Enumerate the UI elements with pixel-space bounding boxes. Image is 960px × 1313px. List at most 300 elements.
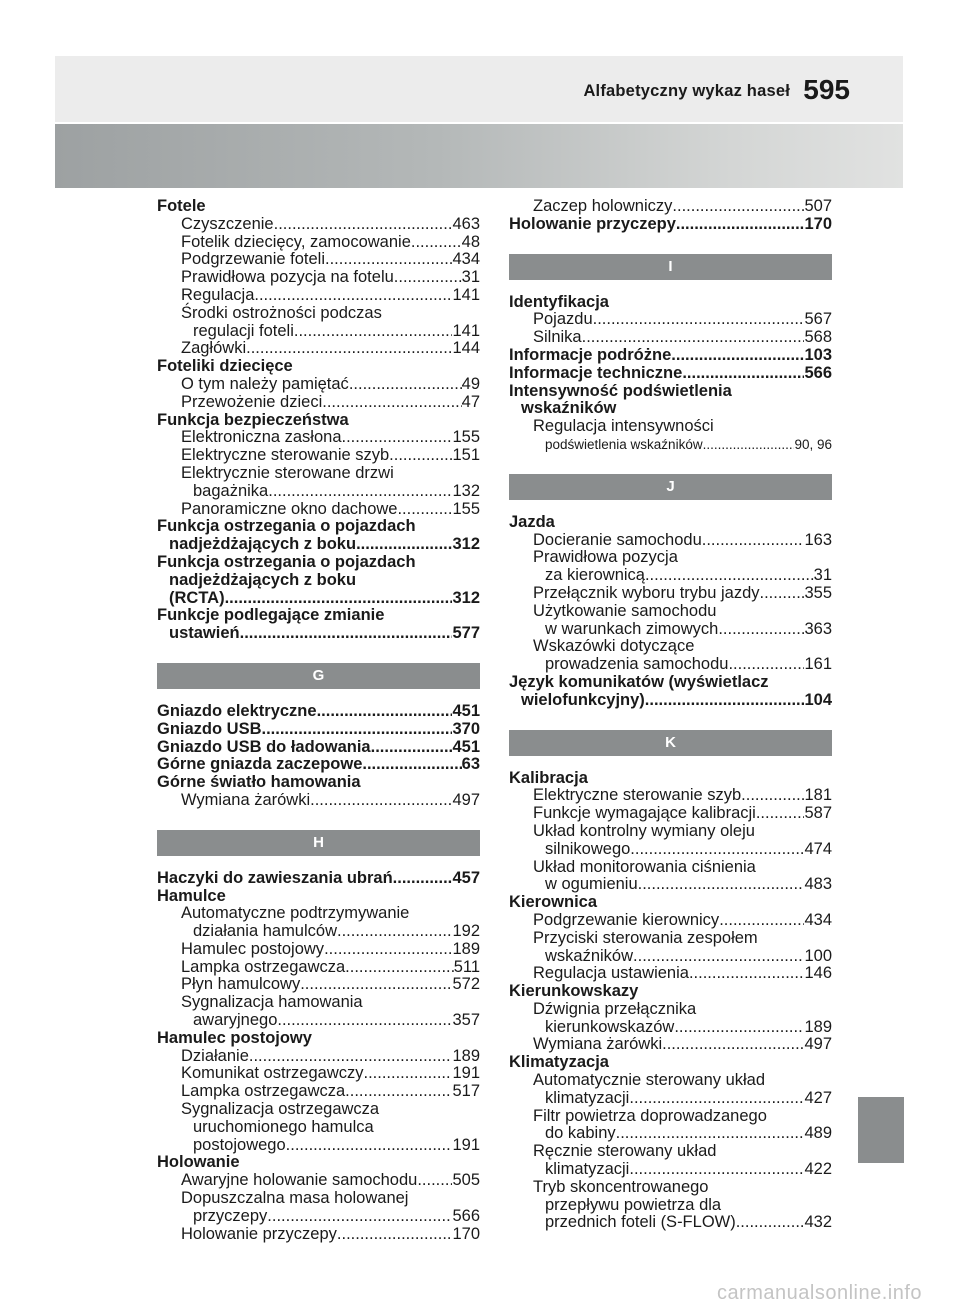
page-reference: 192: [452, 923, 480, 941]
entry-text: Funkcja ostrzegania o pojazdach: [157, 552, 416, 571]
dot-leader: [593, 311, 805, 329]
dot-leader: [267, 1208, 452, 1226]
dot-leader: [268, 483, 452, 501]
dot-leader: [741, 787, 804, 805]
index-subentry: [157, 251, 480, 269]
index-subentry: [509, 912, 832, 930]
dot-leader: [337, 1226, 453, 1244]
dot-leader: [676, 216, 805, 234]
entry-text: Podgrzewanie kierownicy: [533, 911, 720, 929]
index-subentry: [157, 941, 480, 959]
entry-text: nadjeżdżających z boku: [169, 570, 357, 589]
dot-leader: [325, 251, 452, 269]
index-entry: [509, 365, 832, 383]
entry-text: Pojazdu: [533, 311, 593, 329]
index-subentry: [157, 923, 480, 941]
dot-leader: [362, 756, 461, 774]
index-entry: [509, 347, 832, 365]
entry-text: Wymiana żarówki: [533, 1036, 663, 1054]
index-entry: [157, 590, 480, 608]
index-subentry: [157, 501, 480, 519]
entry-text: silnikowego: [545, 840, 631, 858]
entry-text: Automatycznie sterowany układ: [533, 1071, 766, 1090]
dot-leader: [718, 621, 804, 639]
page-reference: 132: [452, 482, 480, 500]
page-reference: 587: [804, 805, 832, 823]
entry-text: Panoramiczne okno dachowe: [181, 500, 398, 518]
index-entry: [157, 721, 480, 739]
index-subentry: [509, 329, 832, 347]
entry-text: Funkcja bezpieczeństwa: [157, 410, 349, 429]
entry-text: Hamulec postojowy: [157, 1028, 312, 1047]
index-entry: [157, 198, 480, 216]
page-reference: 151: [452, 447, 480, 465]
page-reference: 511: [453, 958, 480, 976]
entry-text: Wskazówki dotyczące: [533, 637, 695, 656]
index-entry: [509, 1054, 832, 1072]
dot-leader: [633, 948, 804, 966]
index-subentry: [509, 198, 832, 216]
dot-leader: [310, 792, 452, 810]
dot-leader: [674, 1019, 804, 1037]
chapter-tab: [858, 1097, 904, 1163]
entry-text: Funkcje wymagające kalibracji: [533, 805, 756, 823]
dot-leader: [702, 532, 805, 550]
index-subentry: [157, 465, 480, 483]
entry-text: Lampka ostrzegawcza: [181, 958, 346, 976]
dot-leader: [616, 1125, 805, 1143]
dot-leader: [629, 1161, 804, 1179]
dot-leader: [246, 340, 452, 358]
entry-text: Dźwignia przełącznika: [533, 999, 697, 1018]
entry-text: Przełącznik wyboru trybu jazdy: [533, 584, 760, 602]
index-subentry: [509, 1143, 832, 1161]
entry-text: Ręcznie sterowany układ: [533, 1142, 717, 1161]
entry-text: regulacji foteli: [193, 322, 294, 340]
entry-text: Przewożenie dzieci: [181, 393, 323, 411]
page-reference: 312: [452, 536, 480, 554]
entry-text: Holowanie przyczepy: [181, 1225, 337, 1243]
entry-text: w ogumieniu: [545, 876, 638, 894]
dot-leader: [703, 436, 795, 454]
index-subentry: [509, 1179, 832, 1197]
entry-text: Zagłówki: [181, 340, 247, 358]
index-subentry: [157, 287, 480, 305]
page-reference: 451: [452, 738, 480, 756]
entry-text: Identyfikacja: [509, 292, 609, 311]
dot-leader: [629, 1090, 804, 1108]
dot-leader: [345, 959, 454, 977]
index-subentry: [509, 638, 832, 656]
entry-text: Sygnalizacja hamowania: [181, 993, 363, 1012]
index-subentry: [509, 603, 832, 621]
entry-text: Filtr powietrza doprowadzanego: [533, 1106, 767, 1125]
dot-leader: [225, 590, 453, 608]
entry-text: Górne światło hamowania: [157, 773, 361, 792]
page-reference: 463: [452, 215, 480, 233]
page-reference: 144: [452, 340, 480, 358]
entry-text: Górne gniazda zaczepowe: [157, 756, 363, 774]
page-reference: 103: [804, 346, 832, 364]
index-entry: [157, 774, 480, 792]
index-subentry: [157, 792, 480, 810]
index-subentry: [509, 549, 832, 567]
page-reference: 31: [461, 269, 480, 287]
page-reference: 427: [804, 1089, 832, 1107]
index-subentry: [157, 1190, 480, 1208]
entry-text: kierunkowskazów: [545, 1018, 675, 1036]
index-entry: [157, 756, 480, 774]
page-reference: 155: [452, 500, 480, 518]
dot-leader: [719, 912, 804, 930]
page-reference: 355: [804, 584, 832, 602]
watermark: carmanualsonline.info: [716, 1282, 922, 1304]
index-entry: [509, 692, 832, 710]
index-subentry: [509, 436, 832, 454]
entry-text: Regulacja intensywności: [533, 417, 714, 436]
index-entry: [509, 400, 832, 418]
dot-leader: [671, 347, 804, 365]
dot-leader: [324, 941, 452, 959]
page-reference: 457: [452, 869, 480, 887]
page-reference: 155: [452, 429, 480, 447]
page-reference: 141: [452, 286, 480, 304]
page-reference: 181: [804, 787, 832, 805]
index-entry: [509, 216, 832, 234]
dot-leader: [645, 567, 814, 585]
entry-text: Elektryczne sterowanie szyb: [533, 787, 742, 805]
dot-leader: [371, 739, 453, 757]
entry-text: Funkcja ostrzegania o pojazdach: [157, 517, 416, 536]
index-entry: [157, 703, 480, 721]
entry-text: Komunikat ostrzegawczy: [181, 1065, 364, 1083]
index-subentry: [157, 305, 480, 323]
entry-text: przyczepy: [193, 1207, 268, 1225]
index-entry: [157, 625, 480, 643]
index-subentry: [157, 1119, 480, 1137]
index-subentry: [157, 905, 480, 923]
entry-text: klimatyzacji: [545, 1089, 630, 1107]
entry-text: uruchomionego hamulca: [193, 1117, 374, 1136]
page-reference: 568: [804, 329, 832, 347]
dot-leader: [756, 805, 805, 823]
dot-leader: [630, 841, 804, 859]
page-reference: 357: [452, 1012, 480, 1030]
entry-text: postojowego: [193, 1136, 286, 1154]
entry-text: Przyciski sterowania zespołem: [533, 928, 758, 947]
dot-leader: [240, 625, 453, 643]
index-subentry: [509, 859, 832, 877]
index-subentry: [509, 567, 832, 585]
entry-text: Haczyki do zawieszania ubrań: [157, 869, 393, 887]
page-reference: 191: [452, 1136, 480, 1154]
entry-text: Hamulce: [157, 886, 226, 905]
dot-leader: [337, 923, 452, 941]
entry-text: bagażnika: [193, 482, 269, 500]
dot-leader: [294, 323, 453, 341]
dot-leader: [262, 721, 453, 739]
page-reference: 451: [452, 702, 480, 720]
dot-leader: [349, 376, 462, 394]
dot-leader: [645, 692, 805, 710]
entry-text: Intensywność podświetlenia: [509, 381, 732, 400]
index-subentry: [157, 1065, 480, 1083]
dot-leader: [277, 1012, 452, 1030]
entry-text: Działanie: [181, 1047, 249, 1065]
dot-leader: [317, 703, 453, 721]
entry-text: Docieranie samochodu: [533, 531, 702, 549]
entry-text: Regulacja: [181, 286, 255, 304]
index-entry: [157, 554, 480, 572]
page-reference: 63: [461, 756, 480, 774]
entry-text: Kalibracja: [509, 768, 588, 787]
index-entry: [509, 770, 832, 788]
entry-text: Gniazdo USB: [157, 720, 262, 738]
page-reference: 100: [804, 947, 832, 965]
index-subentry: [509, 805, 832, 823]
index-subentry: [509, 1090, 832, 1108]
page-reference: 474: [804, 840, 832, 858]
section-header-h: H: [157, 830, 480, 856]
entry-text: Sygnalizacja ostrzegawcza: [181, 1100, 380, 1119]
dot-leader: [274, 216, 453, 234]
page-reference: 497: [804, 1036, 832, 1054]
dot-leader: [728, 656, 804, 674]
entry-text: klimatyzacji: [545, 1161, 630, 1179]
page-reference: 566: [804, 364, 832, 382]
entry-text: Gniazdo elektryczne: [157, 702, 317, 720]
dot-leader: [342, 429, 453, 447]
page-reference: 434: [452, 251, 480, 269]
index-entry: [157, 888, 480, 906]
page-reference: 517: [452, 1083, 480, 1101]
dot-leader: [682, 365, 804, 383]
index-subentry: [157, 269, 480, 287]
index-entry: [157, 607, 480, 625]
dot-leader: [411, 234, 462, 252]
page-reference: 141: [452, 322, 480, 340]
entry-text: Czyszczenie: [181, 215, 274, 233]
index-subentry: [509, 418, 832, 436]
entry-text: w warunkach zimowych: [545, 620, 719, 638]
page-reference: 49: [461, 375, 480, 393]
index-subentry: [157, 1137, 480, 1155]
page-reference: 505: [452, 1172, 480, 1190]
entry-text: Jazda: [509, 512, 555, 531]
index-entry: [157, 870, 480, 888]
dot-leader: [689, 965, 805, 983]
entry-text: Regulacja ustawienia: [533, 965, 689, 983]
index-subentry: [509, 841, 832, 859]
dot-leader: [345, 1083, 452, 1101]
index-subentry: [509, 787, 832, 805]
page-reference: 189: [452, 1047, 480, 1065]
section-header-i: I: [509, 254, 832, 280]
entry-text: Funkcje podlegające zmianie: [157, 606, 385, 625]
section-header-j: J: [509, 474, 832, 500]
index-entry: [157, 1154, 480, 1172]
page-reference: 47: [461, 393, 480, 411]
entry-text: Informacje podróżne: [509, 346, 672, 364]
index-entry: [157, 518, 480, 536]
page-reference: 422: [804, 1161, 832, 1179]
index-subentry: [157, 376, 480, 394]
index-entry: [157, 412, 480, 430]
page-reference: 161: [804, 656, 832, 674]
entry-text: O tym należy pamiętać: [181, 375, 349, 393]
page-reference: 90, 96: [794, 436, 832, 452]
index-entry: [509, 514, 832, 532]
entry-text: Awaryjne holowanie samochodu: [181, 1172, 418, 1190]
index-entry: [157, 572, 480, 590]
entry-text: Tryb skoncentrowanego: [533, 1177, 709, 1196]
dot-leader: [394, 269, 462, 287]
index-entry: [509, 894, 832, 912]
index-subentry: [157, 447, 480, 465]
entry-text: (RCTA): [169, 589, 225, 607]
page-reference: 146: [804, 965, 832, 983]
page-reference: 163: [804, 531, 832, 549]
entry-text: Holowanie: [157, 1153, 240, 1172]
page-reference: 189: [452, 940, 480, 958]
entry-text: Elektroniczna zasłona: [181, 429, 342, 447]
index-subentry: [157, 994, 480, 1012]
index-subentry: [509, 1161, 832, 1179]
entry-text: wielofunkcyjny): [521, 691, 645, 709]
index-subentry: [157, 234, 480, 252]
index-subentry: [157, 976, 480, 994]
entry-text: awaryjnego: [193, 1012, 278, 1030]
index-subentry: [509, 585, 832, 603]
entry-text: Użytkowanie samochodu: [533, 601, 717, 620]
entry-text: Gniazdo USB do ładowania: [157, 738, 371, 756]
entry-text: podświetlenia wskaźników: [545, 436, 703, 452]
index-subentry: [157, 1226, 480, 1244]
entry-text: Dopuszczalna masa holowanej: [181, 1189, 409, 1208]
entry-text: Foteliki dziecięce: [157, 357, 293, 376]
index-subentry: [157, 1048, 480, 1066]
entry-text: wskaźników: [521, 399, 617, 418]
entry-text: przepływu powietrza dla: [545, 1195, 722, 1214]
entry-text: za kierownicą: [545, 567, 645, 585]
dot-leader: [249, 1048, 453, 1066]
index-entry: [157, 1030, 480, 1048]
page-reference: 170: [452, 1225, 480, 1243]
entry-text: Kierunkowskazy: [509, 982, 639, 1001]
page-reference: 577: [452, 625, 480, 643]
index-entry: [157, 358, 480, 376]
dot-leader: [389, 447, 452, 465]
dot-leader: [356, 536, 452, 554]
page-reference: 566: [452, 1207, 480, 1225]
entry-text: prowadzenia samochodu: [545, 656, 729, 674]
page-reference: 434: [804, 911, 832, 929]
page-reference: 370: [452, 720, 480, 738]
index-subentry: [509, 1001, 832, 1019]
page-reference: 497: [452, 791, 480, 809]
entry-text: Kierownica: [509, 893, 598, 912]
entry-text: Układ kontrolny wymiany oleju: [533, 821, 755, 840]
entry-text: Klimatyzacja: [509, 1053, 609, 1072]
page-number: 595: [803, 74, 850, 105]
dot-leader: [638, 876, 805, 894]
index-subentry: [509, 532, 832, 550]
page-reference: 432: [804, 1214, 832, 1232]
entry-text: działania hamulców: [193, 923, 337, 941]
page-reference: 483: [804, 876, 832, 894]
section-header-g: G: [157, 663, 480, 689]
dot-leader: [322, 394, 461, 412]
index-subentry: [157, 216, 480, 234]
index-subentry: [157, 1083, 480, 1101]
dot-leader: [736, 1214, 805, 1232]
page-reference: 104: [804, 691, 832, 709]
dot-leader: [672, 198, 804, 216]
entry-text: Prawidłowa pozycja na fotelu: [181, 269, 394, 287]
index-subentry: [509, 311, 832, 329]
page-reference: 31: [813, 567, 832, 585]
index-subentry: [509, 876, 832, 894]
index-subentry: [509, 1214, 832, 1232]
index-subentry: [509, 930, 832, 948]
section-header-k: K: [509, 730, 832, 756]
entry-text: Środki ostrożności podczas: [181, 303, 382, 322]
index-subentry: [157, 429, 480, 447]
page-reference: 312: [452, 589, 480, 607]
dot-leader: [300, 976, 452, 994]
dot-leader: [662, 1036, 804, 1054]
page-reference: 489: [804, 1125, 832, 1143]
entry-text: Informacje techniczne: [509, 364, 683, 382]
page-reference: 567: [804, 311, 832, 329]
entry-text: Lampka ostrzegawcza: [181, 1083, 346, 1101]
dot-leader: [397, 501, 452, 519]
entry-text: Hamulec postojowy: [181, 940, 325, 958]
entry-text: Układ monitorowania ciśnienia: [533, 857, 756, 876]
entry-text: Automatyczne podtrzymywanie: [181, 904, 410, 923]
entry-text: Język komunikatów (wyświetlacz: [509, 672, 769, 691]
dot-leader: [582, 329, 805, 347]
decorative-banner: [55, 124, 903, 188]
dot-leader: [417, 1172, 452, 1190]
entry-text: Płyn hamulcowy: [181, 976, 301, 994]
dot-leader: [364, 1065, 453, 1083]
index-subentry: [509, 1108, 832, 1126]
page-reference: 507: [804, 198, 832, 215]
index-subentry: [157, 394, 480, 412]
page-reference: 572: [452, 976, 480, 994]
entry-text: Holowanie przyczepy: [509, 215, 676, 233]
index-entry: [509, 294, 832, 312]
page-reference: 363: [804, 620, 832, 638]
index-entry: [157, 536, 480, 554]
index-subentry: [157, 483, 480, 501]
entry-text: Elektryczne sterowanie szyb: [181, 447, 390, 465]
dot-leader: [393, 870, 453, 888]
entry-text: Fotelik dziecięcy, zamocowanie: [181, 233, 411, 251]
index-subentry: [157, 959, 480, 977]
index-column-right: [509, 198, 832, 1232]
page-reference: 170: [804, 215, 832, 233]
index-entry: [509, 383, 832, 401]
index-subentry: [509, 1019, 832, 1037]
entry-text: Silnika: [533, 329, 582, 347]
page-header-title: Alfabetyczny wykaz haseł: [583, 82, 790, 100]
index-subentry: [509, 621, 832, 639]
dot-leader: [286, 1137, 453, 1155]
index-subentry: [509, 1072, 832, 1090]
page-reference: 189: [804, 1018, 832, 1036]
